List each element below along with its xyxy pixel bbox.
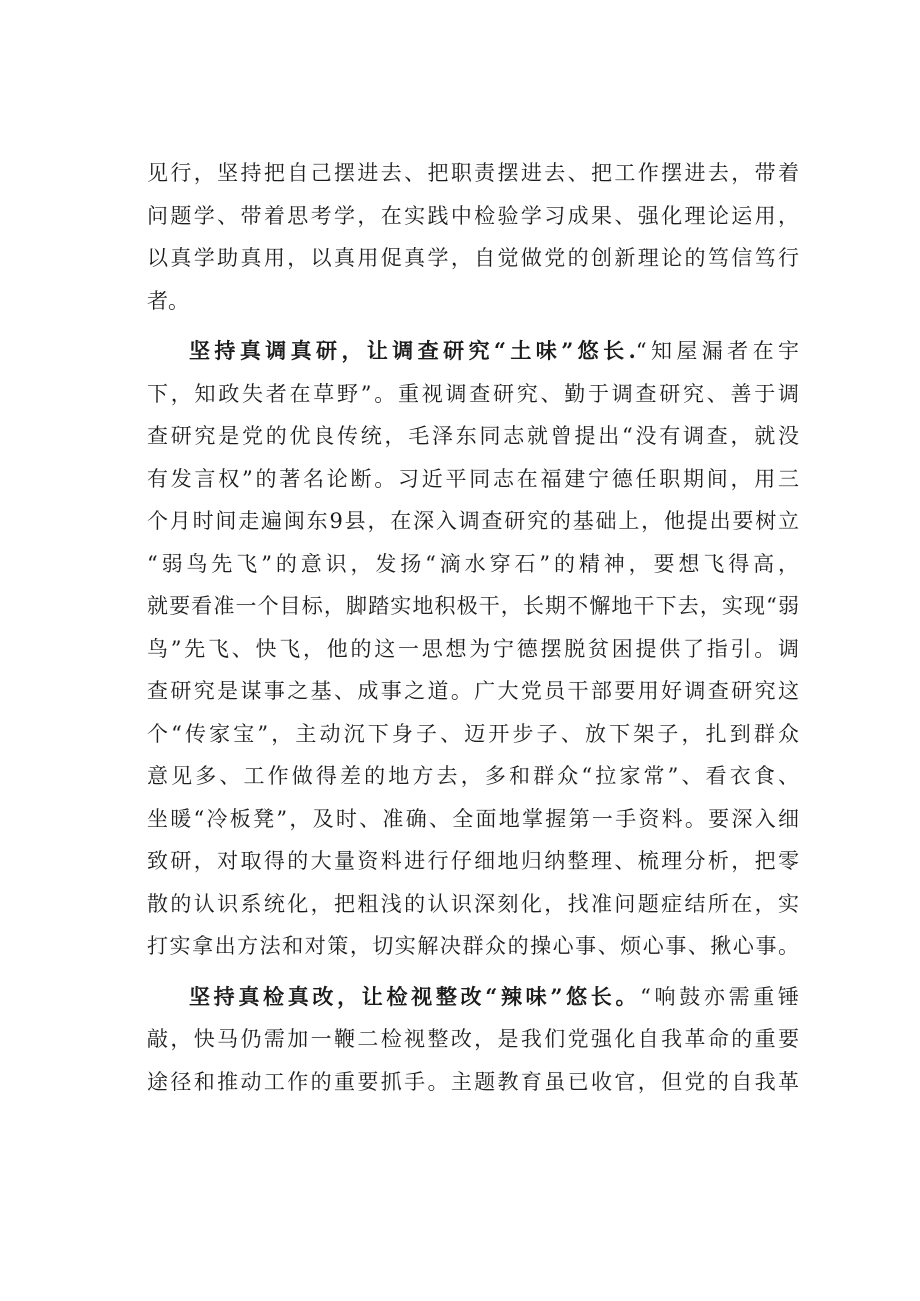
text-line: 问题学、带着思考学，在实践中检验学习成果、强化理论运用， [147, 203, 799, 228]
text-line: 散的认识系统化，把粗浅的认识深刻化，找准问题症结所在，实 [147, 891, 799, 916]
text-line: 见行，坚持把自己摆进去、把职责摆进去、把工作摆进去，带着 [147, 161, 799, 185]
text-line: 鸟”先飞、快飞，他的这一思想为宁德摆脱贫困提供了指引。调 [147, 636, 799, 661]
paragraph-heading: 坚持真检真改，让检视整改“辣味”悠长。 [189, 983, 641, 1009]
text-line: 意见多、工作做得差的地方去，多和群众“拉家常”、看衣食、 [147, 764, 799, 788]
text-line: 者。 [147, 288, 189, 313]
text-line [147, 976, 799, 1019]
article-body [147, 152, 799, 1103]
text-line: 查研究是谋事之基、成事之道。广大党员干部要用好调查研究这 [147, 679, 799, 703]
paragraph-gap [147, 968, 799, 976]
paragraph-gap [147, 322, 799, 330]
paragraph-1 [147, 152, 799, 322]
text-line: 以真学助真用，以真用促真学，自觉做党的创新理论的笃信笃行 [147, 246, 799, 270]
text-line: 下，知政失者在草野”。重视调查研究、勤于调查研究、善于调 [147, 381, 799, 406]
text-line: 查研究是党的优良传统，毛泽东同志就曾提出“没有调查，就没 [147, 424, 799, 448]
text-run: “响鼓亦需重锤 [640, 984, 799, 1009]
paragraph-2 [147, 330, 799, 968]
text-run: “知屋漏者在宇 [635, 339, 799, 363]
text-line: 个“传家宝”，主动沉下身子、迈开步子、放下架子，扎到群众 [147, 721, 799, 746]
text-line: 就要看准一个目标，脚踏实地积极干，长期不懈地干下去，实现“弱 [147, 594, 799, 618]
text-line: “弱鸟先飞”的意识，发扬“滴水穿石”的精神，要想飞得高， [147, 551, 799, 576]
text-line: 打实拿出方法和对策，切实解决群众的操心事、烦心事、揪心事。 [147, 934, 799, 958]
text-line [147, 330, 799, 373]
paragraph-heading: 坚持真调真研，让调查研究“土味”悠长. [189, 338, 636, 363]
text-line: 个月时间走遍闽东9县，在深入调查研究的基础上，他提出要树立 [147, 509, 799, 533]
text-line: 坐暖“冷板凳”，及时、准确、全面地掌握第一手资料。要深入细 [147, 806, 799, 831]
text-line: 有发言权”的著名论断。习近平同志在福建宁德任职期间，用三 [147, 466, 799, 491]
paragraph-3 [147, 976, 799, 1104]
text-line: 敲，快马仍需加一鞭二检视整改，是我们党强化自我革命的重要 [147, 1027, 799, 1051]
text-line: 致研，对取得的大量资料进行仔细地归纳整理、梳理分析，把零 [147, 849, 799, 873]
text-line: 途径和推动工作的重要抓手。主题教育虽已收官，但党的自我革 [147, 1069, 799, 1094]
